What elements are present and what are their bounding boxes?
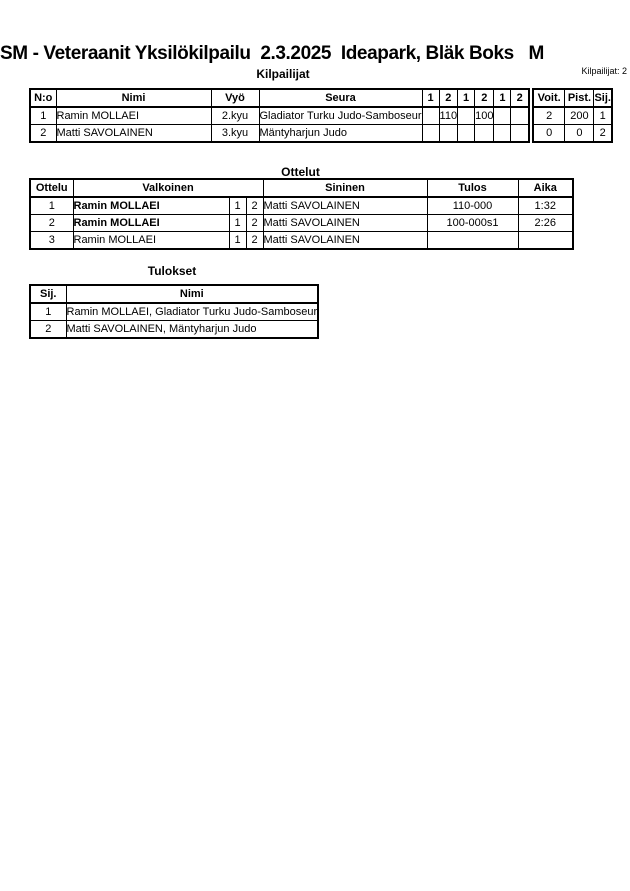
table-header-row	[30, 89, 529, 107]
tulokset-heading: Tulokset	[147, 264, 197, 278]
cell-p1: 1	[229, 232, 246, 250]
cell-match-no: 2	[30, 215, 73, 232]
cell-sininen: Matti SAVOLAINEN	[263, 215, 427, 232]
table-header-row	[30, 179, 573, 197]
cell-score: 110	[439, 107, 458, 125]
column-header-no: N:o	[30, 89, 56, 107]
column-header-valkoinen: Valkoinen	[73, 179, 263, 197]
column-header-voit: Voit.	[533, 89, 565, 107]
page-title: SM - Veteraanit Yksilökilpailu 2.3.2025 Ideapark, Bläk Boks M	[0, 43, 544, 64]
column-header-nimi: Nimi	[56, 89, 211, 107]
cell-nimi: Matti SAVOLAINEN	[56, 125, 211, 143]
cell-tulos: 110-000	[427, 197, 518, 215]
cell-sininen: Matti SAVOLAINEN	[263, 197, 427, 215]
cell-p2: 2	[246, 215, 263, 232]
cell-score	[511, 107, 529, 125]
tulokset-table	[29, 284, 319, 339]
column-header-m4: 2	[475, 89, 494, 107]
cell-score	[494, 107, 511, 125]
cell-voit: 0	[533, 125, 565, 143]
table-row	[30, 303, 318, 321]
table-row	[533, 107, 612, 125]
cell-vyo: 2.kyu	[211, 107, 259, 125]
column-header-m5: 1	[494, 89, 511, 107]
ottelut-section	[29, 178, 574, 250]
cell-voit: 2	[533, 107, 565, 125]
cell-match-no: 1	[30, 197, 73, 215]
kilpailijat-heading: Kilpailijat	[256, 67, 310, 81]
cell-valkoinen winner-name: Ramin MOLLAEI	[73, 197, 229, 215]
cell-aika: 2:26	[518, 215, 573, 232]
cell-valkoinen: Ramin MOLLAEI	[73, 232, 229, 250]
cell-aika	[518, 232, 573, 250]
cell-score	[439, 125, 458, 143]
ottelut-table	[29, 178, 574, 250]
cell-pist: 0	[565, 125, 594, 143]
ottelut-heading: Ottelut	[281, 165, 320, 179]
table-row	[533, 125, 612, 143]
kilpailijat-standings-table	[532, 88, 613, 143]
table-header-row	[533, 89, 612, 107]
cell-score	[475, 125, 494, 143]
cell-seura: Mäntyharjun Judo	[259, 125, 422, 143]
table-row	[30, 232, 573, 250]
cell-nimi: Matti SAVOLAINEN, Mäntyharjun Judo	[66, 321, 318, 339]
cell-no: 2	[30, 125, 56, 143]
cell-p1: 1	[229, 197, 246, 215]
tulokset-section	[29, 284, 319, 339]
column-header-tulos: Tulos	[427, 179, 518, 197]
cell-tulos: 100-000s1	[427, 215, 518, 232]
table-row	[30, 125, 529, 143]
cell-nimi: Ramin MOLLAEI	[56, 107, 211, 125]
cell-sij: 1	[594, 107, 612, 125]
table-header-row	[30, 285, 318, 303]
column-header-nimi: Nimi	[66, 285, 318, 303]
column-header-sij: Sij.	[594, 89, 612, 107]
cell-sij: 2	[594, 125, 612, 143]
cell-score	[422, 107, 439, 125]
column-header-m6: 2	[511, 89, 529, 107]
column-header-m2: 2	[439, 89, 458, 107]
cell-score	[458, 125, 475, 143]
cell-score	[494, 125, 511, 143]
table-row	[30, 107, 529, 125]
table-row	[30, 321, 318, 339]
cell-no: 1	[30, 107, 56, 125]
cell-score	[458, 107, 475, 125]
cell-valkoinen winner-name: Ramin MOLLAEI	[73, 215, 229, 232]
cell-score: 100	[475, 107, 494, 125]
column-header-ottelu: Ottelu	[30, 179, 73, 197]
cell-score	[511, 125, 529, 143]
cell-vyo: 3.kyu	[211, 125, 259, 143]
cell-nimi: Ramin MOLLAEI, Gladiator Turku Judo-Samboseur	[66, 303, 318, 321]
cell-pist: 200	[565, 107, 594, 125]
column-header-sij: Sij.	[30, 285, 66, 303]
table-row	[30, 197, 573, 215]
table-row	[30, 215, 573, 232]
cell-sininen: Matti SAVOLAINEN	[263, 232, 427, 250]
kilpailijat-count-label: Kilpailijat: 2	[581, 66, 627, 76]
cell-p1: 1	[229, 215, 246, 232]
column-header-m1: 1	[422, 89, 439, 107]
column-header-sininen: Sininen	[263, 179, 427, 197]
cell-tulos	[427, 232, 518, 250]
kilpailijat-table	[29, 88, 530, 143]
cell-p2: 2	[246, 197, 263, 215]
cell-sij: 2	[30, 321, 66, 339]
cell-aika: 1:32	[518, 197, 573, 215]
cell-p2: 2	[246, 232, 263, 250]
column-header-vyo: Vyö	[211, 89, 259, 107]
cell-sij: 1	[30, 303, 66, 321]
kilpailijat-section	[29, 88, 613, 143]
column-header-aika: Aika	[518, 179, 573, 197]
column-header-seura: Seura	[259, 89, 422, 107]
cell-score	[422, 125, 439, 143]
cell-match-no: 3	[30, 232, 73, 250]
column-header-pist: Pist.	[565, 89, 594, 107]
column-header-m3: 1	[458, 89, 475, 107]
cell-seura: Gladiator Turku Judo-Samboseur	[259, 107, 422, 125]
